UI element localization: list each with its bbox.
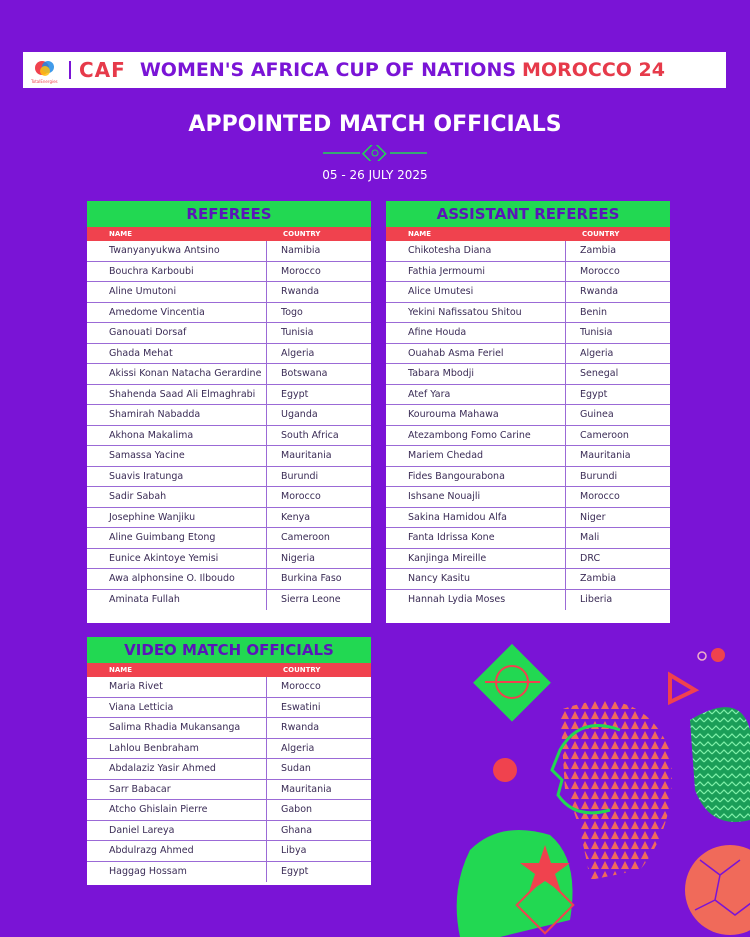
official-country: Tunisia — [580, 327, 613, 339]
referees-panel — [87, 201, 371, 623]
official-name: Eunice Akintoye Yemisi — [87, 549, 267, 569]
event-name: WOMEN'S AFRICA CUP OF NATIONS — [139, 59, 517, 81]
official-country: Zambia — [580, 245, 617, 257]
official-name: Fathia Jermoumi — [386, 262, 566, 282]
official-name: Sadir Sabah — [87, 487, 267, 507]
official-country: Burundi — [580, 470, 618, 482]
official-country: Togo — [281, 306, 303, 318]
column-name-label: NAME — [408, 230, 432, 238]
assistant-referees-panel — [386, 201, 670, 623]
official-country: Morocco — [281, 491, 321, 503]
official-name: Aline Guimbang Etong — [87, 528, 267, 548]
table-row — [87, 698, 371, 719]
official-name: Ishsane Nouajli — [386, 487, 566, 507]
official-country: Uganda — [281, 409, 318, 421]
official-country: Liberia — [580, 594, 613, 606]
official-country: Algeria — [580, 347, 614, 359]
table-row — [87, 282, 371, 303]
table-row — [386, 569, 670, 590]
column-name-label: NAME — [109, 666, 133, 674]
official-country: Eswatini — [281, 701, 321, 713]
official-country: Cameroon — [580, 429, 629, 441]
official-country: Senegal — [580, 368, 619, 380]
official-country: Morocco — [580, 491, 620, 503]
official-country: Burkina Faso — [281, 573, 342, 585]
official-name: Shamirah Nabadda — [87, 405, 267, 425]
table-row — [87, 508, 371, 529]
tournament-dates: 05 - 26 JULY 2025 — [322, 168, 428, 182]
official-country: Mauritania — [281, 450, 332, 462]
official-name: Josephine Wanjiku — [87, 508, 267, 528]
table-row — [386, 344, 670, 365]
official-name: Abdalaziz Yasir Ahmed — [87, 759, 267, 779]
official-name: Abdulrazg Ahmed — [87, 841, 267, 861]
table-row — [87, 739, 371, 760]
official-country: Mauritania — [580, 450, 631, 462]
table-row — [386, 590, 670, 611]
table-row — [87, 241, 371, 262]
official-country: Morocco — [580, 265, 620, 277]
official-name: Tabara Mbodji — [386, 364, 566, 384]
official-name: Atcho Ghislain Pierre — [87, 800, 267, 820]
official-name: Yekini Nafissatou Shitou — [386, 303, 566, 323]
table-row — [87, 364, 371, 385]
official-name: Sakina Hamidou Alfa — [386, 508, 566, 528]
official-country: Zambia — [580, 573, 617, 585]
table-row — [87, 718, 371, 739]
table-row — [386, 446, 670, 467]
official-country: Niger — [580, 511, 606, 523]
official-country: Nigeria — [281, 552, 315, 564]
official-name: Fanta Idrissa Kone — [386, 528, 566, 548]
official-country: Egypt — [580, 388, 608, 400]
official-country: Cameroon — [281, 532, 330, 544]
table-row — [87, 303, 371, 324]
official-name: Sarr Babacar — [87, 780, 267, 800]
official-name: Alice Umutesi — [386, 282, 566, 302]
table-row — [386, 549, 670, 570]
table-row — [87, 446, 371, 467]
table-row — [87, 841, 371, 862]
table-row — [87, 262, 371, 283]
official-country: DRC — [580, 552, 601, 564]
referees-table — [87, 241, 371, 610]
official-name: Akissi Konan Natacha Gerardine — [87, 364, 267, 384]
official-country: Gabon — [281, 804, 313, 816]
table-row — [87, 800, 371, 821]
official-country: Morocco — [281, 265, 321, 277]
official-name: Chikotesha Diana — [386, 241, 566, 261]
official-name: Haggag Hossam — [87, 862, 267, 883]
official-name: Atef Yara — [386, 385, 566, 405]
referees-heading: REFEREES — [87, 201, 371, 227]
official-name: Twanyanyukwa Antsino — [87, 241, 267, 261]
official-name: Akhona Makalima — [87, 426, 267, 446]
table-row — [87, 780, 371, 801]
official-name: Awa alphonsine O. Ilboudo — [87, 569, 267, 589]
table-row — [87, 821, 371, 842]
video-officials-heading: VIDEO MATCH OFFICIALS — [87, 637, 371, 663]
table-row — [87, 487, 371, 508]
table-row — [386, 426, 670, 447]
column-country-label: COUNTRY — [283, 666, 321, 674]
official-country: South Africa — [281, 429, 339, 441]
column-name-label: NAME — [109, 230, 133, 238]
table-row — [87, 344, 371, 365]
event-host: MOROCCO 24 — [522, 59, 665, 81]
official-name: Atezambong Fomo Carine — [386, 426, 566, 446]
official-country: Rwanda — [281, 722, 320, 734]
sponsor-name: TotalEnergies — [31, 79, 58, 84]
official-country: Rwanda — [281, 286, 320, 298]
caf-logo: CAF — [79, 58, 126, 82]
referees-column-header — [87, 227, 371, 241]
official-country: Botswana — [281, 368, 328, 380]
official-country: Algeria — [281, 347, 315, 359]
official-country: Namibia — [281, 245, 321, 257]
assistants-table — [386, 241, 670, 610]
official-name: Lahlou Benbraham — [87, 739, 267, 759]
official-name: Viana Letticia — [87, 698, 267, 718]
official-country: Egypt — [281, 388, 309, 400]
official-name: Ghada Mehat — [87, 344, 267, 364]
logo-separator — [69, 61, 71, 79]
table-row — [386, 467, 670, 488]
table-row — [87, 569, 371, 590]
official-country: Sierra Leone — [281, 594, 341, 606]
title-divider — [0, 145, 750, 161]
official-name: Fides Bangourabona — [386, 467, 566, 487]
table-row — [87, 549, 371, 570]
table-row — [87, 528, 371, 549]
table-row — [386, 364, 670, 385]
table-row — [386, 508, 670, 529]
table-row — [87, 426, 371, 447]
table-row — [386, 487, 670, 508]
official-name: Suavis Iratunga — [87, 467, 267, 487]
official-country: Guinea — [580, 409, 614, 421]
table-row — [386, 282, 670, 303]
column-country-label: COUNTRY — [582, 230, 620, 238]
official-country: Morocco — [281, 681, 321, 693]
table-row — [87, 323, 371, 344]
official-name: Mariem Chedad — [386, 446, 566, 466]
totalenergies-logo-icon — [33, 59, 59, 81]
official-country: Ghana — [281, 824, 313, 836]
video-column-header — [87, 663, 371, 677]
table-row — [87, 759, 371, 780]
official-name: Aminata Fullah — [87, 590, 267, 611]
table-row — [87, 385, 371, 406]
official-country: Kenya — [281, 511, 311, 523]
table-row — [386, 303, 670, 324]
assistant-referees-heading: ASSISTANT REFEREES — [386, 201, 670, 227]
assistants-column-header — [386, 227, 670, 241]
table-row — [87, 590, 371, 611]
official-name: Aline Umutoni — [87, 282, 267, 302]
table-row — [87, 405, 371, 426]
table-row — [87, 467, 371, 488]
official-country: Algeria — [281, 742, 315, 754]
official-country: Libya — [281, 845, 307, 857]
table-row — [386, 385, 670, 406]
table-row — [386, 528, 670, 549]
table-row — [87, 677, 371, 698]
official-name: Samassa Yacine — [87, 446, 267, 466]
official-name: Nancy Kasitu — [386, 569, 566, 589]
official-country: Egypt — [281, 866, 309, 878]
official-name: Hannah Lydia Moses — [386, 590, 566, 611]
table-row — [87, 862, 371, 883]
decorative-illustration — [440, 620, 750, 937]
official-name: Ganouati Dorsaf — [87, 323, 267, 343]
official-country: Mauritania — [281, 783, 332, 795]
official-name: Salima Rhadia Mukansanga — [87, 718, 267, 738]
column-country-label: COUNTRY — [283, 230, 321, 238]
official-country: Mali — [580, 532, 600, 544]
video-table — [87, 677, 371, 882]
video-officials-panel — [87, 637, 371, 885]
official-country: Benin — [580, 306, 608, 318]
page-title: APPOINTED MATCH OFFICIALS — [188, 112, 562, 137]
official-name: Bouchra Karboubi — [87, 262, 267, 282]
header-bar — [23, 52, 726, 88]
official-country: Sudan — [281, 763, 311, 775]
table-row — [386, 405, 670, 426]
official-name: Kanjinga Mireille — [386, 549, 566, 569]
official-name: Afine Houda — [386, 323, 566, 343]
official-name: Kourouma Mahawa — [386, 405, 566, 425]
official-name: Amedome Vincentia — [87, 303, 267, 323]
official-name: Ouahab Asma Feriel — [386, 344, 566, 364]
table-row — [386, 241, 670, 262]
official-name: Daniel Lareya — [87, 821, 267, 841]
table-row — [386, 262, 670, 283]
table-row — [386, 323, 670, 344]
official-name: Shahenda Saad Ali Elmaghrabi — [87, 385, 267, 405]
official-name: Maria Rivet — [87, 677, 267, 697]
official-country: Burundi — [281, 470, 319, 482]
official-country: Rwanda — [580, 286, 619, 298]
official-country: Tunisia — [281, 327, 314, 339]
